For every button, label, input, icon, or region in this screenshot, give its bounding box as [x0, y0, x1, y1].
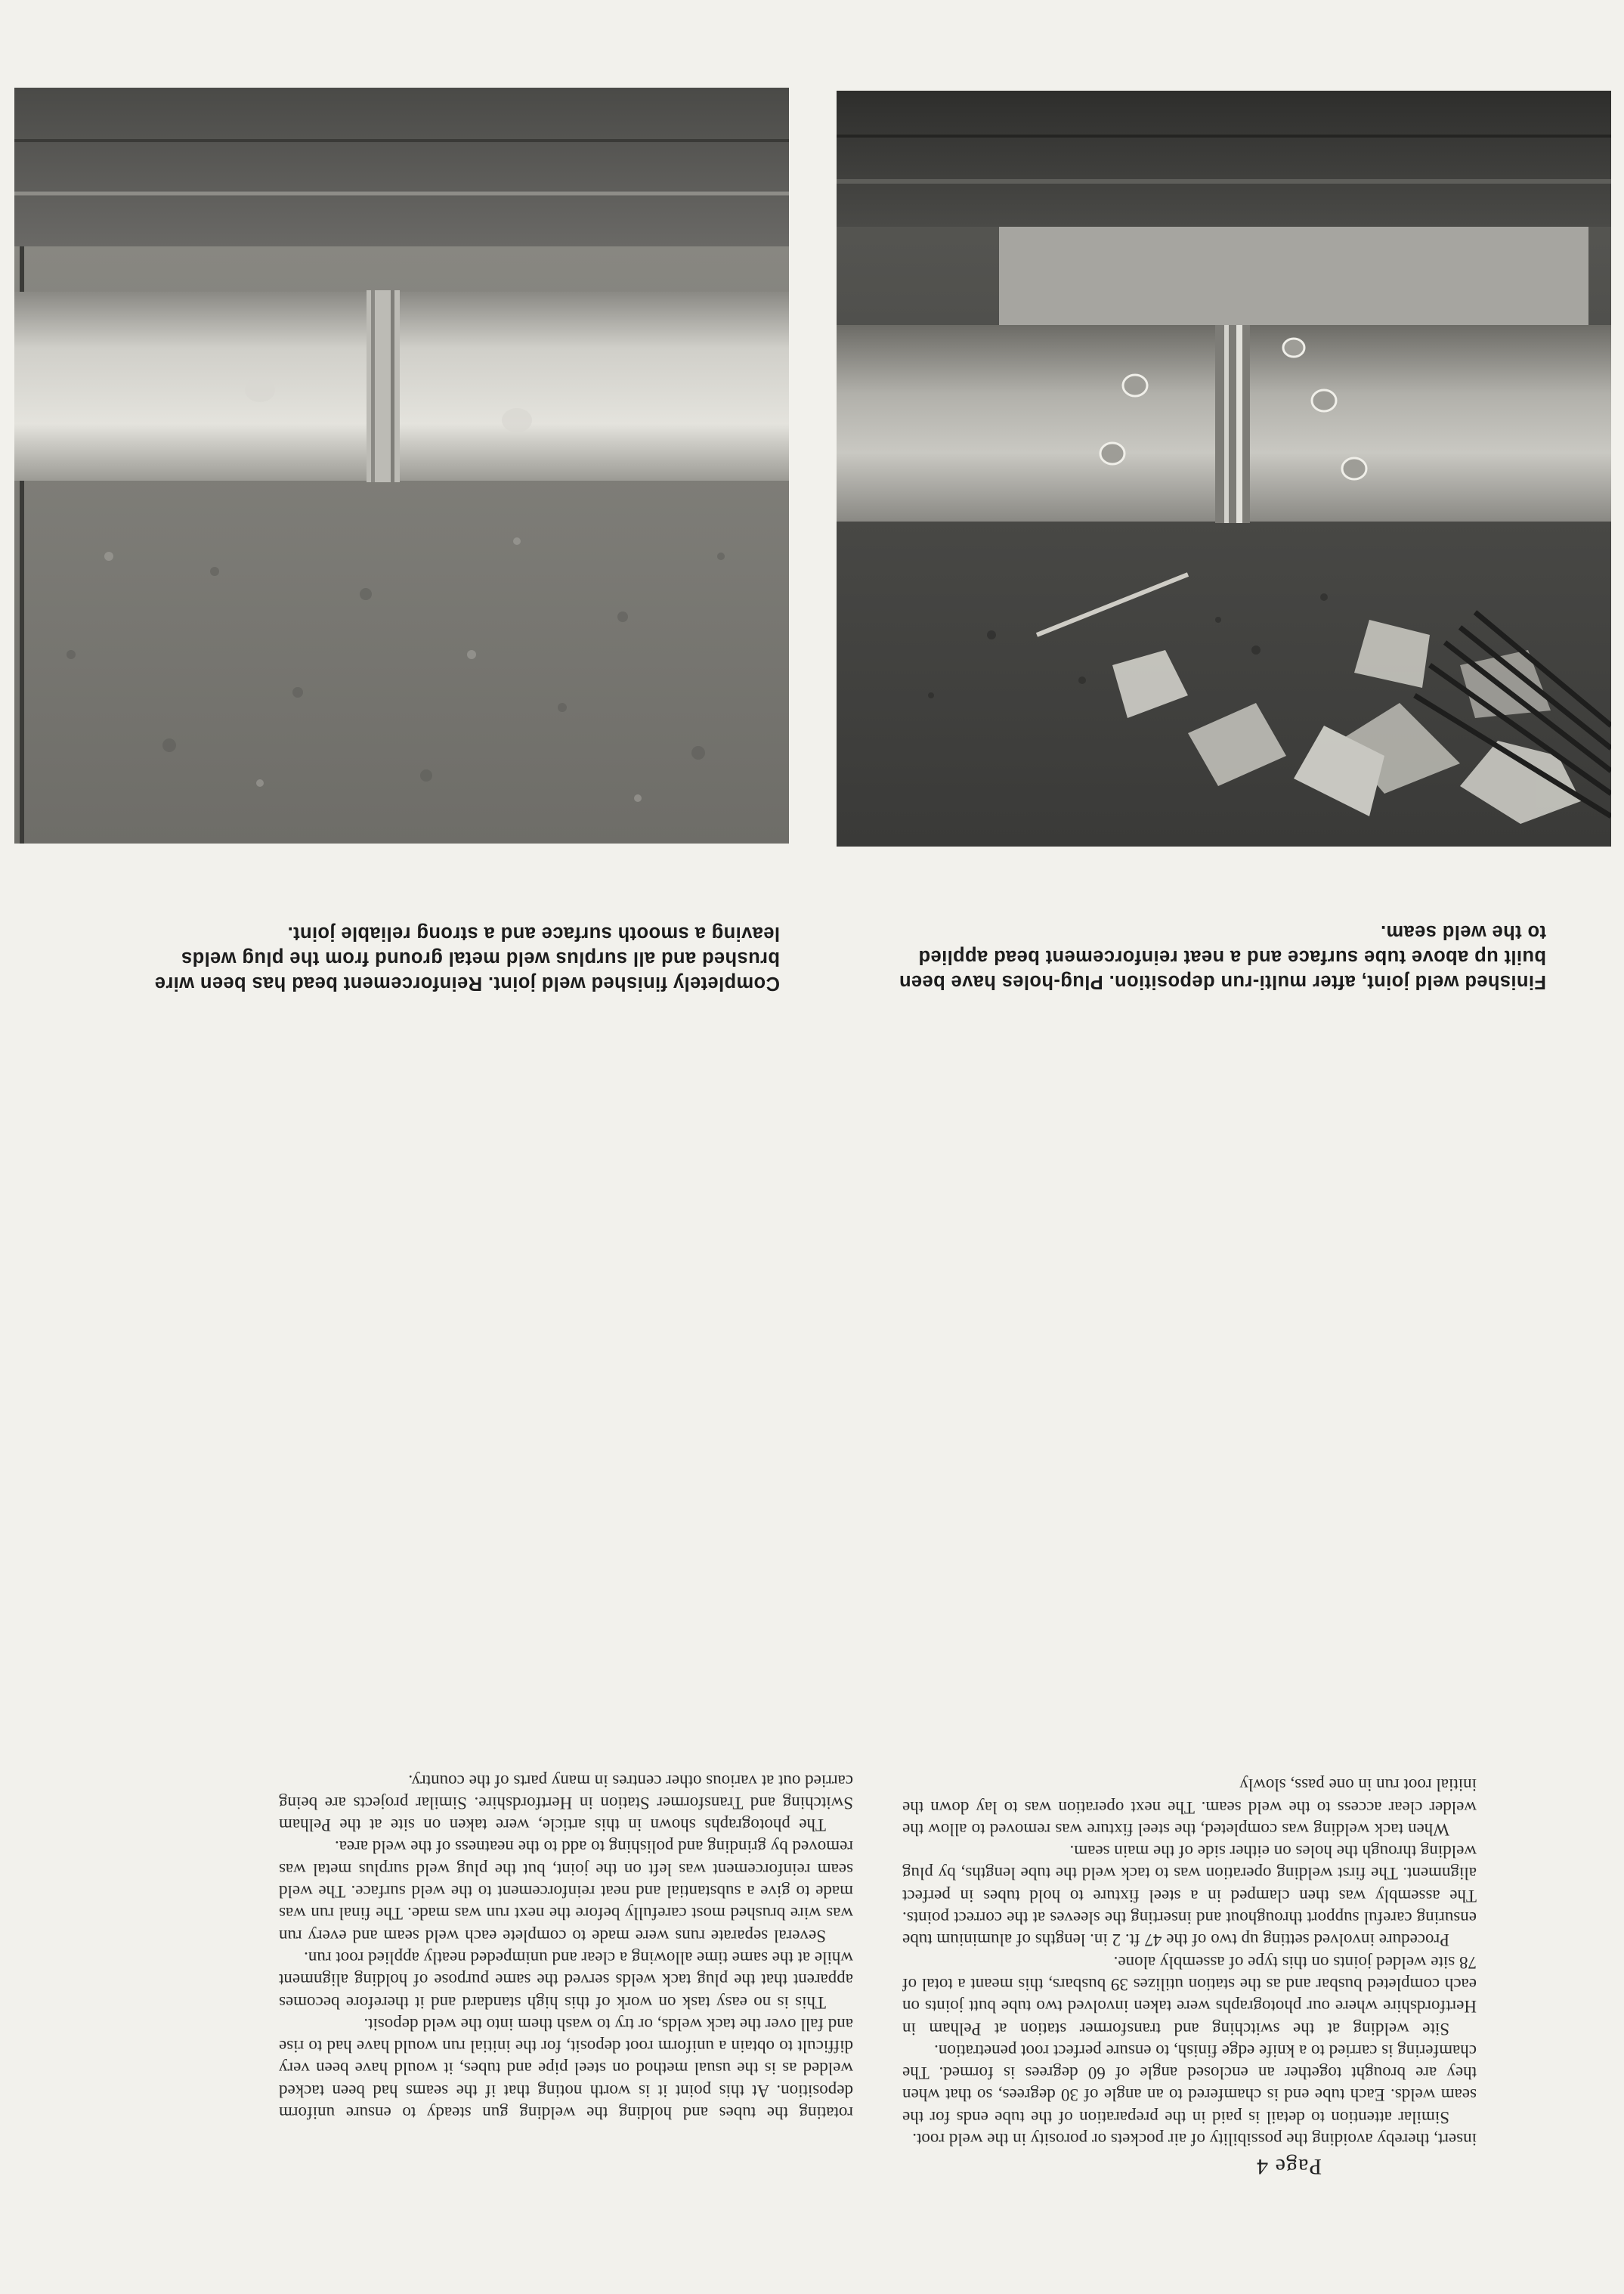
paragraph: Procedure involved setting up two of the 47 ft. 2 in. lengths of aluminium tube ensuring careful support throughout and inserting the sleeves at the correct points. The assembly was then clamped in a steel fixture to hold tubes in perfect alignment. The first welding operation was to tack weld the tube lengths, by plug welding through the holes on either side of the main seam.: [902, 1842, 1477, 1950]
article-column-left: [902, 1774, 1477, 2150]
paragraph: Site welding at the switching and transformer station at Pelham in Hertfordshire where our photographs were taken involved two tube butt joints on each completed busbar and as the station utilizes 39 busbars, this meant a total of 78 site welded joints on this type of assembly alone.: [902, 1952, 1477, 2039]
paragraph: rotating the tubes and holding the welding gun steady to ensure uniform deposition. At this point it is worth noting that if the seams had been tacked welded as is the usual method on steel pipe and tubes, it would have been very difficult to obtain a uniform root deposit, for the initial run would have had to rise and fall over the tack welds, or try to wash them into the weld deposit.: [279, 2014, 853, 2122]
paragraph: insert, thereby avoiding the possibility of air pockets or porosity in the weld root.: [912, 2130, 1477, 2149]
figure-caption-left: Finished weld joint, after multi-run deposition. Plug-holes have been built up above tube surface and a neat reinforcement bead applied to the weld seam.: [899, 921, 1546, 992]
paragraph: Several separate runs were made to complete each weld seam and every run was wire brushed most carefully before the next run was made. The final run was made to give a substantial and neat reinforcement to the weld surface. The weld seam reinforcement was left on the joint, but the plug weld surplus metal was removed by grinding and polishing to add to the neatness of the weld area.: [279, 1837, 853, 1946]
figure-caption-right: Completely finished weld joint. Reinforcement bead has been wire brushed and all surplus weld metal ground from the plug welds leaving a smooth surface and a strong reliable joint.: [154, 923, 780, 994]
paragraph: When tack welding was completed, the steel fixture was removed to allow the welder clear access to the weld seam. The next operation was to lay down the initial root run in one pass, slowly: [902, 1775, 1477, 1839]
paragraph: The photographs shown in this article, were taken on site at the Pelham Switching and Transformer Station in Hertfordshire. Similar projects are being carried out at various other centres in many parts of the country.: [279, 1771, 853, 1835]
photo-weld-joint-multirun: [837, 91, 1611, 847]
page-number: Page 4: [1256, 2154, 1322, 2179]
paragraph: Similar attention to detail is paid in the preparation of the tube ends for the seam welds. Each tube end is chamfered to an angle of 30 degrees, so that when they are brought together an enclosed angle of 60 degrees is formed. The chamfering is carried to a knife edge finish, to ensure perfect root penetration.: [902, 2041, 1477, 2127]
photo-weld-joint-finished: [14, 88, 789, 844]
article-column-right: [279, 1769, 853, 2124]
paragraph: This is no easy task on work of this high standard and it therefore becomes apparent that the plug tack welds served the same purpose of holding alignment while at the same time allowing a clear and unimpeded neatly applied root run.: [279, 1948, 853, 2012]
